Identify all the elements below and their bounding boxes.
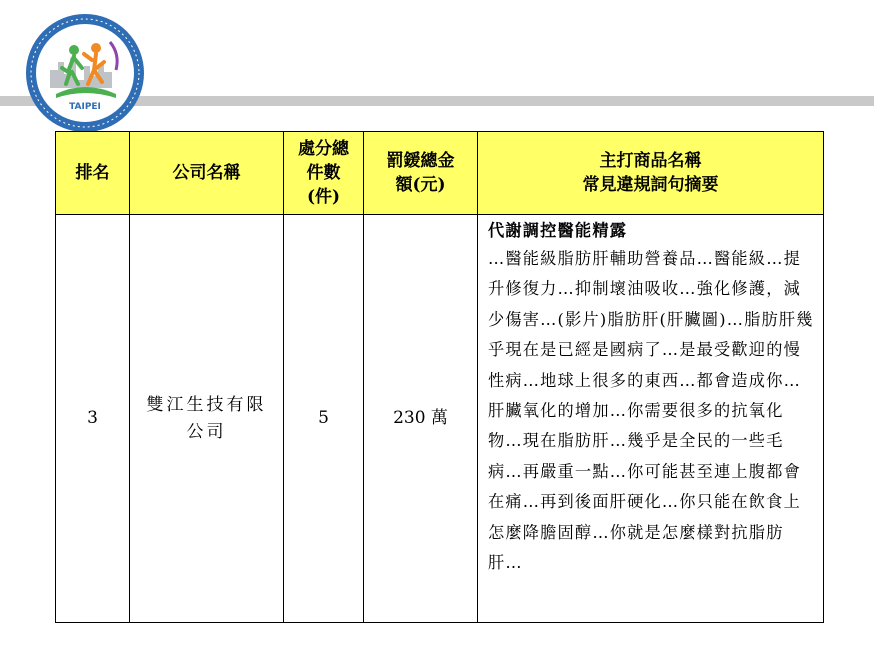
header-product-line1: 主打商品名稱: [599, 151, 702, 171]
header-count: 處分總件數(件): [284, 132, 364, 215]
company-cell: 雙江生技有限公司: [130, 215, 284, 623]
summary-cell: [478, 215, 824, 623]
header-fine: 罰鍰總金額(元): [364, 132, 478, 215]
product-name: 代謝調控醫能精露: [488, 221, 628, 240]
fine-cell: 230 萬: [364, 215, 478, 623]
rank-cell: 3: [56, 215, 130, 623]
header-rank: 排名: [56, 132, 130, 215]
count-cell: 5: [284, 215, 364, 623]
table-row: [56, 215, 824, 623]
violation-table: [55, 131, 824, 623]
header-row: [56, 132, 824, 215]
violation-summary: …醫能級脂肪肝輔助營養品…醫能級…提升修復力…抑制壞油吸收…強化修護，減少傷害…(影片)脂肪肝(肝臟圖)…脂肪肝幾乎現在是已經是國病了…是最受歡迎的慢性病…地球上很多的東西…都會造成你…肝臟氧化的增加…你需要很多的抗氧化物…現在脂肪肝…幾乎是全民的一些毛病…再嚴重一點…你可能甚至連上腹都會在痛…再到後面肝硬化…你只能在飲食上怎麼降膽固醇…你就是怎麼樣對抗脂肪肝…: [488, 249, 814, 573]
logo-emblem-icon: [26, 14, 144, 132]
svg-text:TAIPEI: TAIPEI: [69, 102, 101, 112]
header-company: 公司名稱: [130, 132, 284, 215]
header-product-line2: 常見違規詞句摘要: [582, 175, 719, 195]
header-product: [478, 132, 824, 215]
taipei-health-logo: [26, 14, 144, 132]
